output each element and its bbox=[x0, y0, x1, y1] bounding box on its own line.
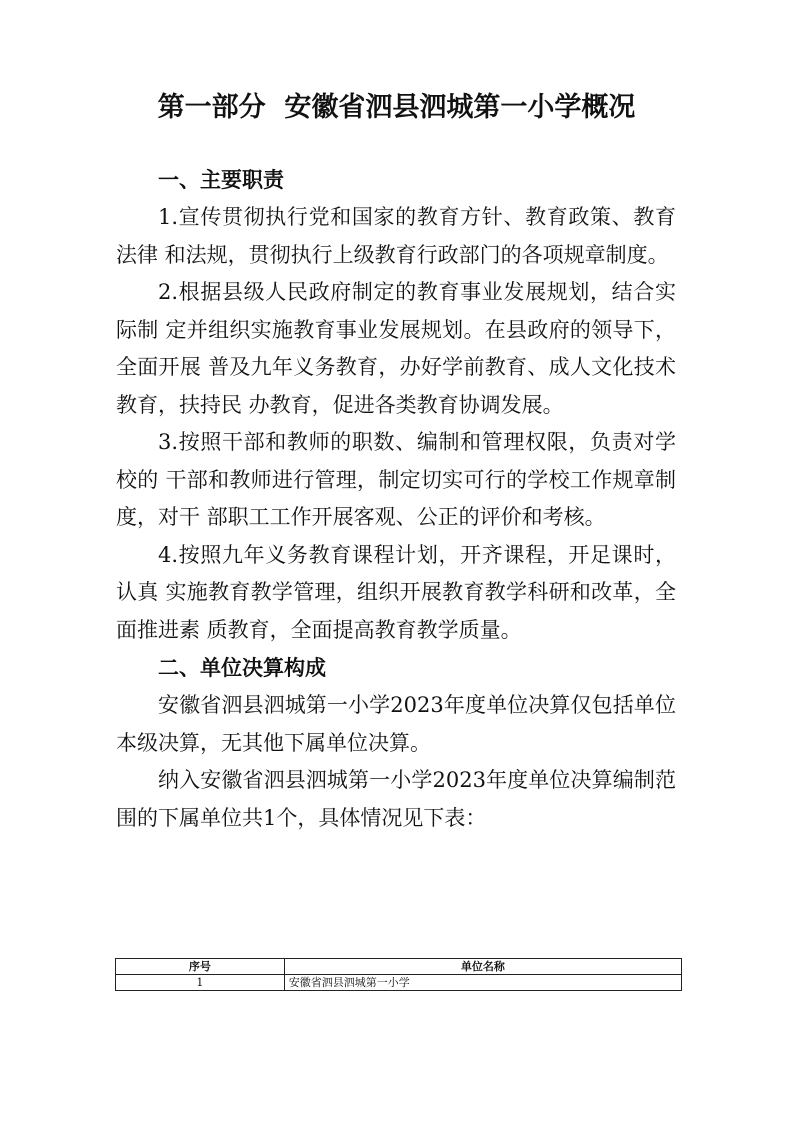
section-heading-responsibilities: 一、主要职责 bbox=[158, 168, 284, 192]
paragraph: 安徽省泗县泗城第一小学2023年度单位决算仅包括单位本级决算，无其他下属单位决算。 bbox=[116, 693, 676, 755]
units-table-wrapper bbox=[115, 958, 682, 991]
paragraph: 1.宣传贯彻执行党和国家的教育方针、教育政策、教育法律 和法规，贯彻执行上级教育行政部门的各项规章制度。 bbox=[116, 205, 676, 267]
column-header-unit-name: 单位名称 bbox=[284, 959, 681, 975]
paragraph: 4.按照九年义务教育课程计划，开齐课程，开足课时，认真 实施教育教学管理，组织开展教育教学科研和改革，全面推进素 质教育，全面提高教育教学质量。 bbox=[116, 542, 676, 642]
table-cell-unit-name: 安徽省泗县泗城第一小学 bbox=[284, 975, 681, 991]
table-header-row bbox=[116, 959, 682, 975]
column-header-seq: 序号 bbox=[116, 959, 285, 975]
page-title: 第一部分 安徽省泗县泗城第一小学概况 bbox=[157, 92, 636, 123]
units-table bbox=[115, 958, 682, 991]
document-body bbox=[116, 161, 676, 837]
paragraph: 纳入安徽省泗县泗城第一小学2023年度单位决算编制范围的下属单位共1个，具体情况见下表： bbox=[116, 768, 676, 830]
table-cell-seq: 1 bbox=[116, 975, 285, 991]
paragraph: 3.按照干部和教师的职数、编制和管理权限，负责对学校的 干部和教师进行管理，制定切实可行的学校工作规章制度，对干 部职工工作开展客观、公正的评价和考核。 bbox=[116, 430, 676, 529]
table-row bbox=[116, 975, 682, 991]
paragraph: 2.根据县级人民政府制定的教育事业发展规划，结合实际制 定并组织实施教育事业发展规划。在县政府的领导下，全面开展 普及九年义务教育，办好学前教育、成人文化技术教育，扶持民 办教育，促进各类教育协调发展。 bbox=[116, 280, 676, 417]
section-heading-composition: 二、单位决算构成 bbox=[158, 656, 326, 680]
